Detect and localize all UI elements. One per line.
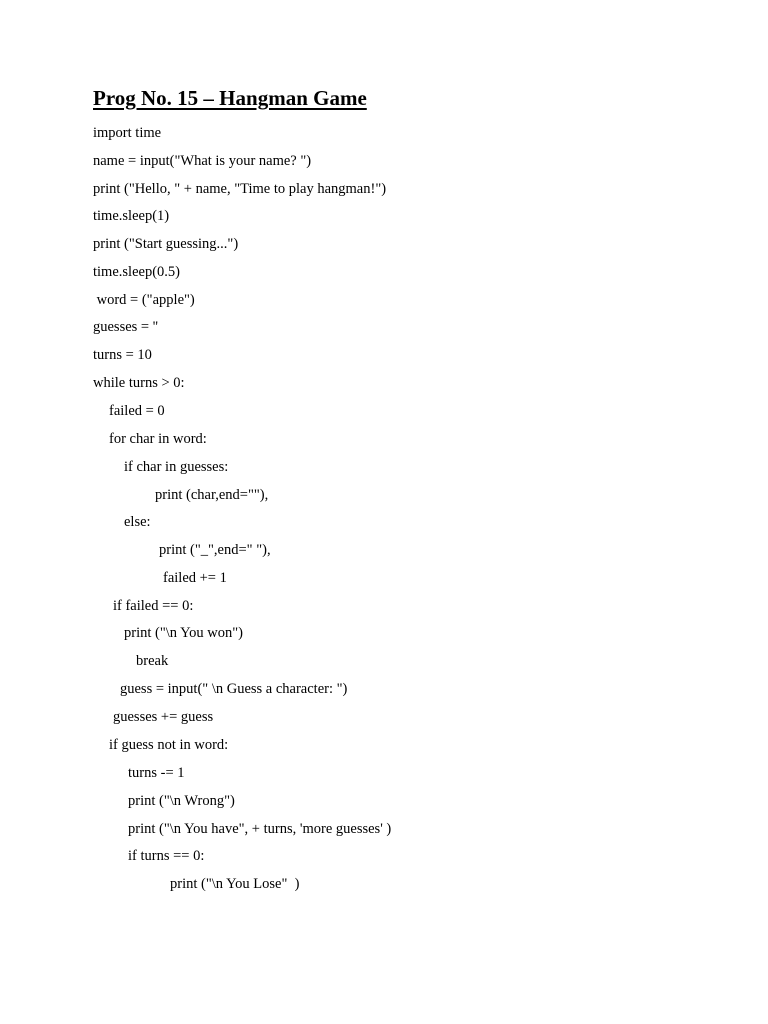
code-line: while turns > 0: <box>93 375 185 391</box>
code-line: print ("\n You won") <box>124 625 243 641</box>
code-line: print ("Start guessing...") <box>93 236 239 252</box>
code-line: print ("\n You have", + turns, 'more guesses' ) <box>128 821 392 837</box>
code-line: print (char,end=""), <box>155 487 269 503</box>
code-line: time.sleep(0.5) <box>93 264 180 280</box>
code-line: guesses += guess <box>113 709 214 725</box>
code-line: guesses = '' <box>93 319 158 335</box>
code-line: import time <box>93 125 162 141</box>
code-line: if turns == 0: <box>128 848 205 864</box>
code-line: turns = 10 <box>93 347 152 363</box>
code-line: for char in word: <box>109 431 207 447</box>
code-line: print ("_",end=" "), <box>159 542 271 558</box>
code-line: turns -= 1 <box>128 765 185 781</box>
code-line: break <box>136 653 169 669</box>
code-line: word = ("apple") <box>93 292 195 308</box>
code-line: failed += 1 <box>163 570 227 586</box>
code-line: print ("Hello, " + name, "Time to play hangman!") <box>93 181 387 197</box>
code-line: if char in guesses: <box>124 459 229 475</box>
code-line: else: <box>124 514 151 530</box>
code-line: name = input("What is your name? ") <box>93 153 312 169</box>
code-line: time.sleep(1) <box>93 208 170 224</box>
code-line: if failed == 0: <box>113 598 194 614</box>
code-line: print ("\n Wrong") <box>128 793 235 809</box>
page-title: Prog No. 15 – Hangman Game <box>93 86 367 110</box>
code-line: failed = 0 <box>109 403 165 419</box>
code-line: guess = input(" \n Guess a character: ") <box>120 681 348 697</box>
code-line: if guess not in word: <box>109 737 229 753</box>
code-line: print ("\n You Lose" ) <box>170 876 300 892</box>
